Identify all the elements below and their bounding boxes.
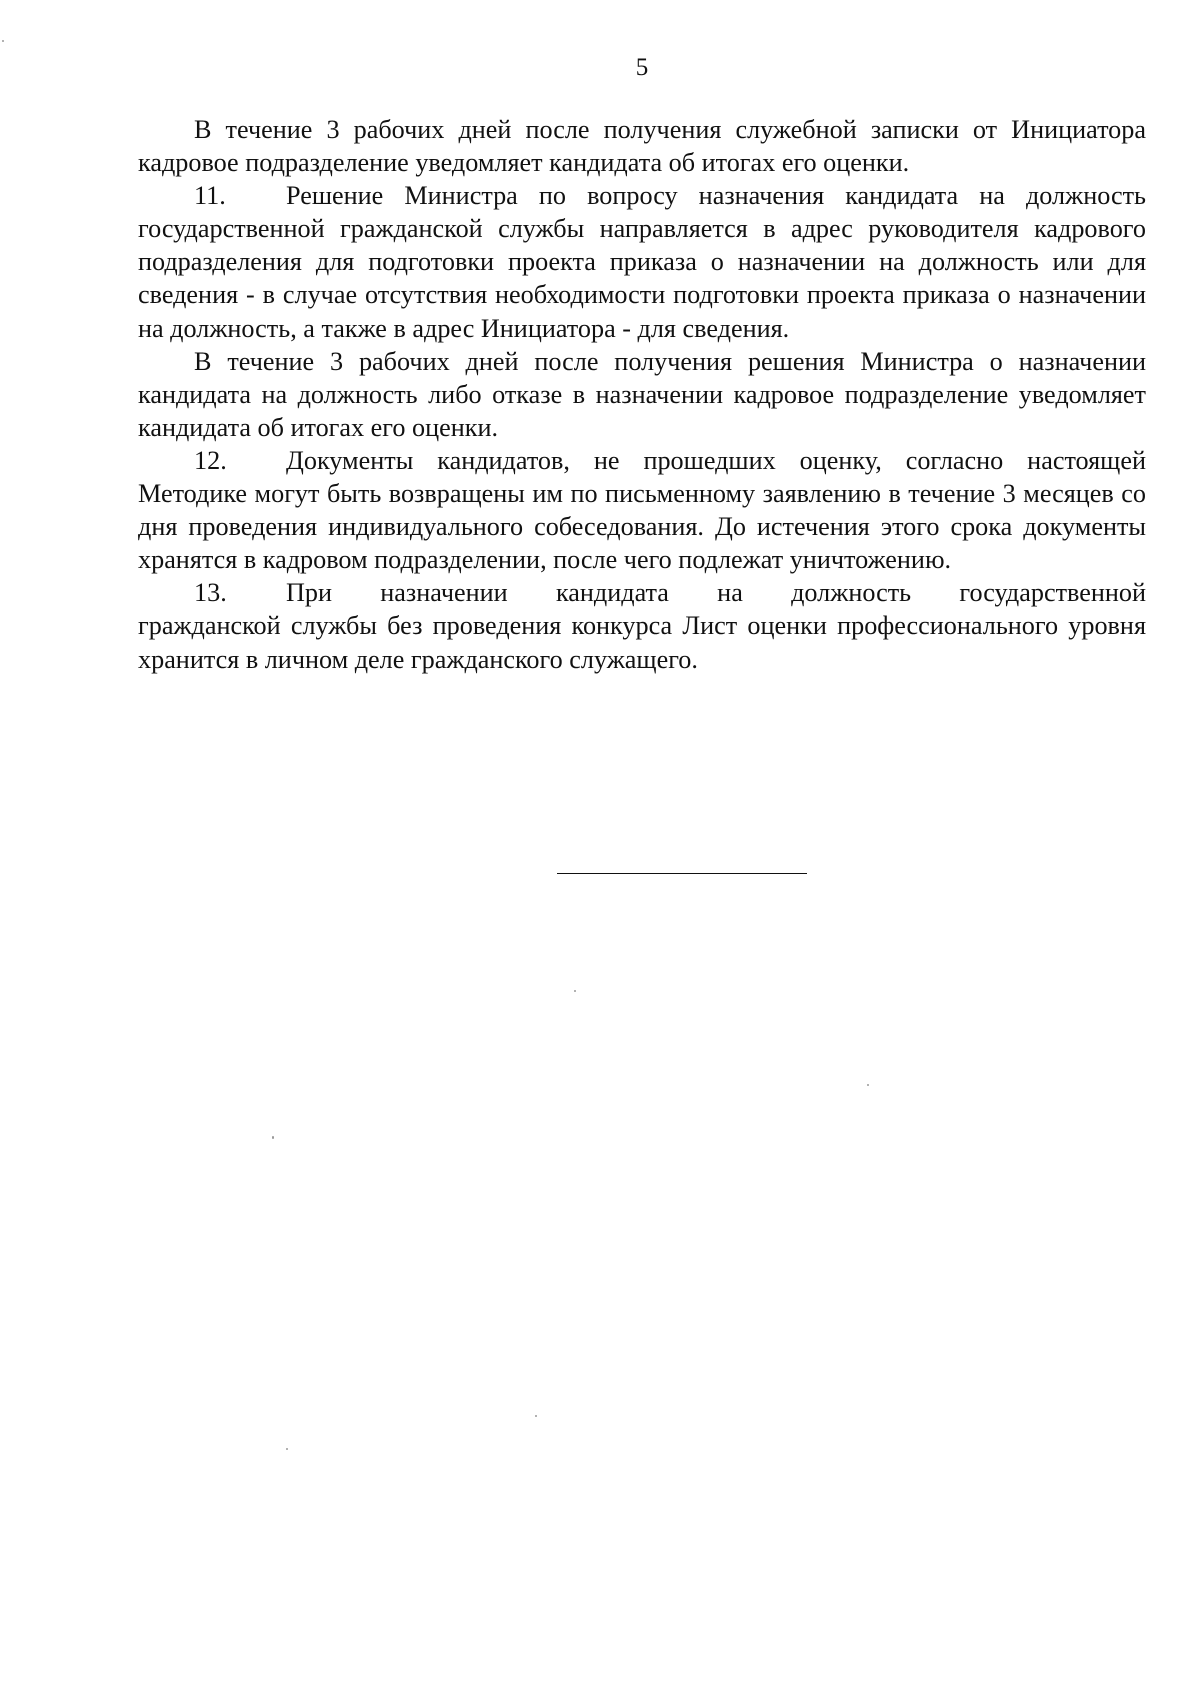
paragraph-text: Документы кандидатов, не прошедших оценку, согласно настоящей Методике могут быть возвращены им по письменному заявлению в течение 3 месяцев со дня проведения индивидуального собеседования. До истечения этого срока документы хранятся в кадровом подразделении, после чего подлежат уничтожению. <box>138 445 1146 575</box>
scan-speck <box>867 1084 869 1086</box>
end-of-document-rule <box>557 873 807 874</box>
scan-speck <box>286 1448 288 1450</box>
page-number: 5 <box>635 54 649 81</box>
paragraph-item-13-first-line <box>138 576 1146 609</box>
item-number: 11. <box>194 181 226 211</box>
paragraph-notify-after-decision <box>138 345 1146 444</box>
scan-speck <box>272 1136 274 1139</box>
paragraph-text: При назначении кандидата на должность государственной <box>286 578 1146 608</box>
scan-speck <box>574 990 576 992</box>
paragraph-notify-after-memo <box>138 113 1146 179</box>
paragraph-text: В течение 3 рабочих дней после получения решения Министра о назначении кандидата на должность либо отказе в назначении кадровое подразделение уведомляет кандидата об итогах его оценки. <box>138 346 1146 442</box>
item-number: 12. <box>194 445 227 475</box>
paragraph-item-12 <box>138 444 1146 576</box>
paragraph-text: гражданской службы без проведения конкурса Лист оценки профессионального уровня хранится в личном деле гражданского служащего. <box>138 611 1146 674</box>
paragraph-item-11 <box>138 179 1146 344</box>
scan-speck <box>2 40 4 42</box>
scan-speck <box>535 1415 537 1417</box>
paragraph-text: Решение Министра по вопросу назначения кандидата на должность государственной гражданской службы направляется в адрес руководителя кадрового подразделения для подготовки проекта приказа о назначении на должность или для сведения - в случае отсутствия необходимости подготовки проекта приказа о назначении на должность, а также в адрес Инициатора - для сведения. <box>138 181 1146 343</box>
paragraph-item-13-rest <box>138 609 1146 675</box>
paragraph-text: В течение 3 рабочих дней после получения служебной записки от Инициатора кадровое подразделение уведомляет кандидата об итогах его оценки. <box>138 115 1146 178</box>
item-number: 13. <box>194 578 227 608</box>
document-body <box>138 113 1146 676</box>
